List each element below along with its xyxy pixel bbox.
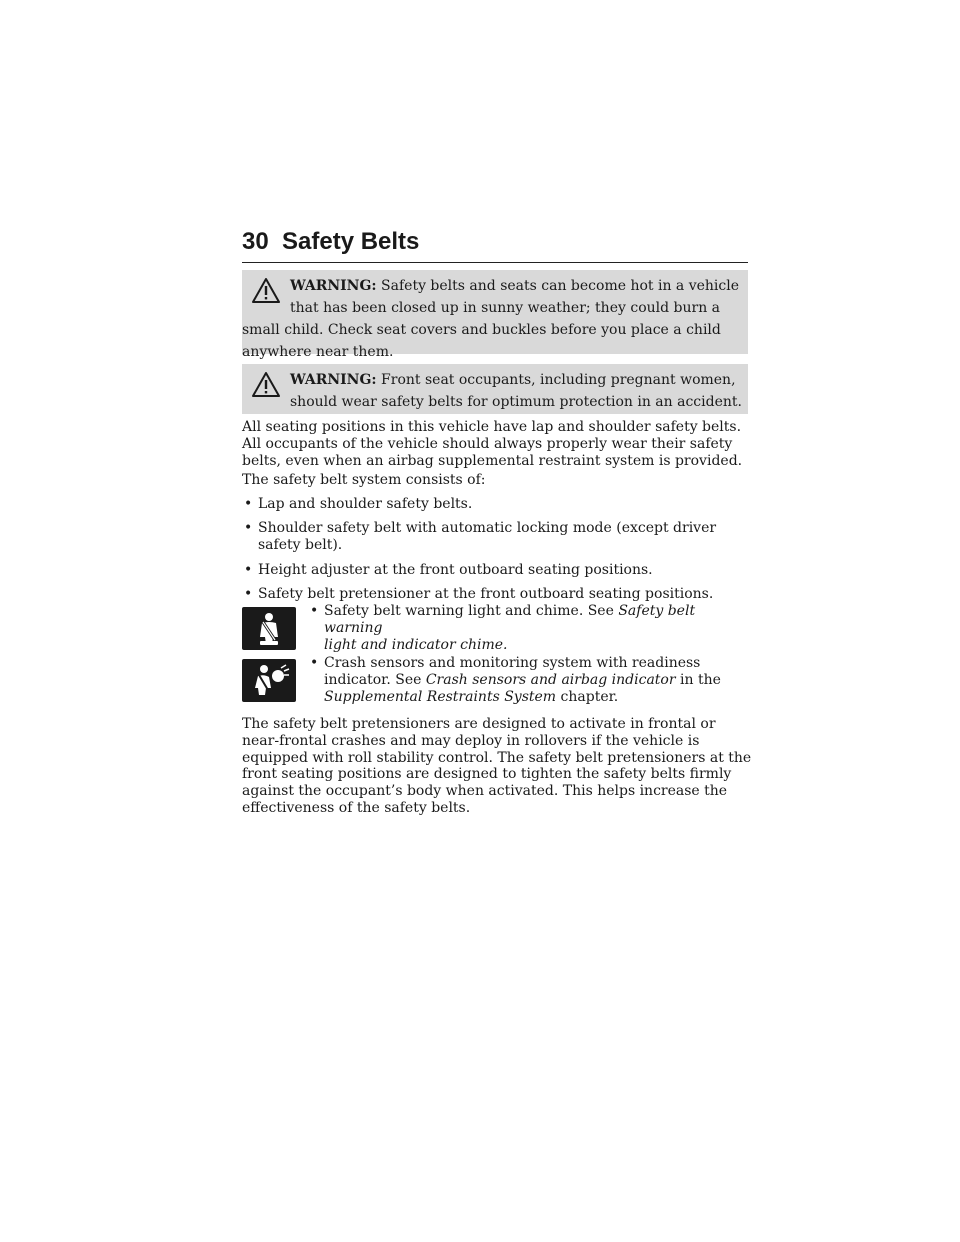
list-item-text: safety belt). — [258, 536, 343, 553]
bullet: • — [244, 586, 253, 602]
icon-item-text-line: in the — [675, 671, 721, 688]
page-header — [242, 228, 748, 263]
icon-list-item-airbag — [242, 655, 748, 715]
system-consists-paragraph: The safety belt system consists of: — [242, 472, 486, 488]
icon-item-text-line: Crash sensors and monitoring system with readiness — [324, 655, 701, 671]
seatbelt-warning-reference-link-cont[interactable]: light and indicator chime. — [324, 636, 508, 653]
warning-text — [242, 275, 742, 363]
bullet: • — [310, 655, 319, 671]
icon-item-text — [308, 603, 748, 653]
list-item — [242, 586, 748, 603]
warning-line: that has been closed up in sunny weather; they could burn a — [290, 300, 721, 316]
warning-line: should wear safety belts for optimum protection in an accident. — [290, 394, 742, 410]
list-item — [242, 496, 748, 513]
paragraph-line: front seating positions are designed to tighten the safety belts firmly — [242, 766, 732, 783]
icon-item-text-line: Safety belt warning light and chime. See — [324, 603, 619, 619]
warning-line: Front seat occupants, including pregnant women, — [381, 372, 736, 388]
bullet: • — [244, 562, 253, 578]
list-item-text: Lap and shoulder safety belts. — [258, 496, 473, 512]
paragraph-line: effectiveness of the safety belts. — [242, 799, 471, 816]
warning-line: anywhere near them. — [242, 344, 394, 360]
list-item — [242, 520, 748, 554]
paragraph-line: All seating positions in this vehicle have lap and shoulder safety belts. — [242, 419, 742, 435]
paragraph-line: near-frontal crashes and may deploy in rollovers if the vehicle is — [242, 732, 700, 749]
warning-label: WARNING: — [290, 278, 377, 294]
seatbelt-warning-reference-link[interactable]: Safety belt warning — [324, 603, 696, 636]
bullet: • — [310, 603, 319, 619]
paragraph-line: The safety belt pretensioners are designed to activate in frontal or — [242, 716, 716, 732]
bullet-list — [242, 496, 748, 513]
bullet-list — [242, 562, 748, 579]
icon-item-text-line: indicator. See — [324, 671, 426, 688]
warning-line: small child. Check seat covers and buckles before you place a child — [242, 322, 721, 338]
list-item-text: Height adjuster at the front outboard seating positions. — [258, 562, 653, 578]
warning-box-front-occupants — [242, 364, 748, 414]
warning-text — [242, 369, 742, 413]
seatbelt-warning-icon — [242, 607, 296, 650]
paragraph-line: belts, even when an airbag supplemental restraint system is provided. — [242, 452, 743, 469]
page-number: 30 — [242, 228, 269, 255]
icon-item-text-line: chapter. — [556, 688, 619, 705]
paragraph-line: against the occupant’s body when activated. This helps increase the — [242, 783, 728, 800]
pretensioner-paragraph — [242, 716, 752, 817]
intro-paragraph — [242, 419, 752, 469]
icon-list-item-seatbelt — [242, 603, 748, 653]
list-item-text: Shoulder safety belt with automatic locking mode (except driver — [258, 520, 717, 536]
paragraph-line: equipped with roll stability control. The safety belt pretensioners at the — [242, 749, 752, 766]
bullet: • — [244, 520, 253, 536]
crash-sensors-reference-link[interactable]: Crash sensors and airbag indicator — [425, 671, 676, 688]
icon-item-text — [308, 655, 748, 705]
srs-chapter-reference-link[interactable]: Supplemental Restraints System — [324, 688, 557, 705]
list-item — [242, 562, 748, 579]
bullet: • — [244, 496, 253, 512]
bullet-list — [242, 520, 748, 554]
list-item-text: Safety belt pretensioner at the front outboard seating positions. — [258, 586, 714, 602]
section-title: Safety Belts — [282, 228, 420, 255]
airbag-indicator-icon — [242, 659, 296, 702]
paragraph-line: All occupants of the vehicle should always properly wear their safety — [242, 435, 733, 452]
warning-box-hot-belts — [242, 270, 748, 360]
bullet-list — [242, 586, 748, 603]
warning-line: Safety belts and seats can become hot in a vehicle — [381, 278, 740, 294]
warning-label: WARNING: — [290, 372, 377, 388]
